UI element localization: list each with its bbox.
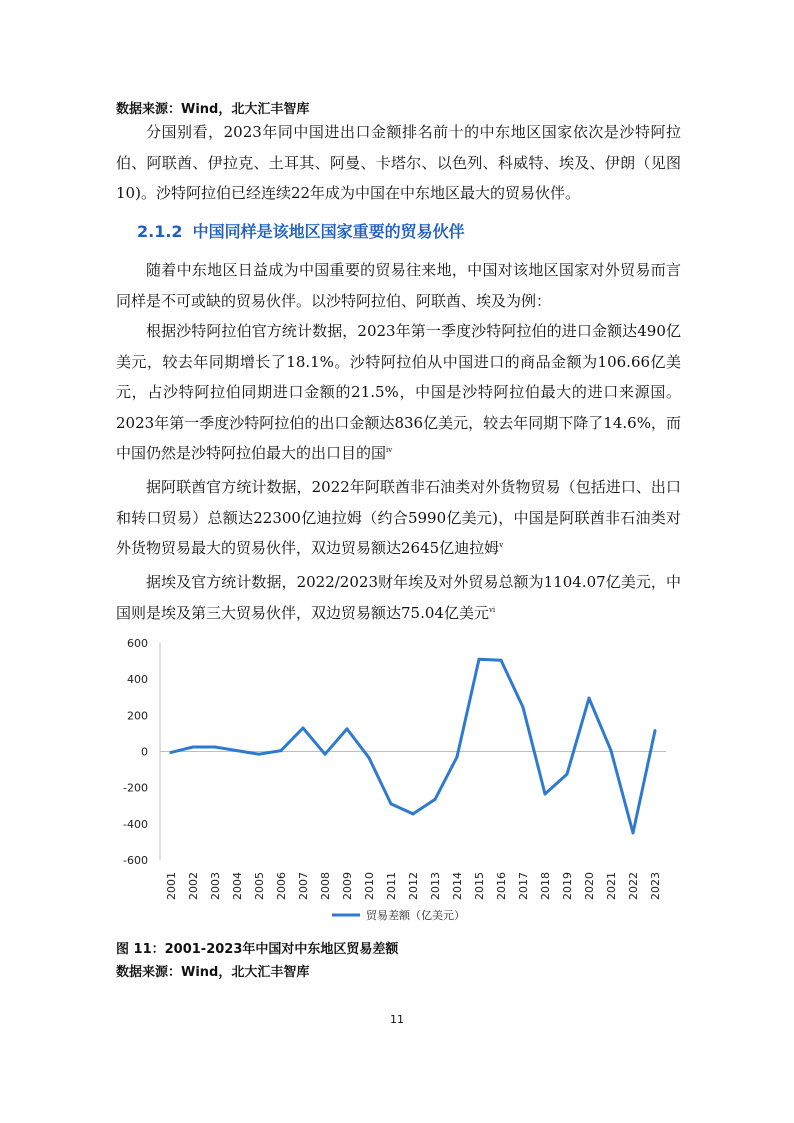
y-tick-label: -600 xyxy=(123,854,148,867)
x-tick-label: 2009 xyxy=(341,872,354,900)
data-point xyxy=(302,726,305,729)
x-tick-label: 2013 xyxy=(429,872,442,900)
data-point xyxy=(610,749,613,752)
x-tick-label: 2020 xyxy=(583,872,596,900)
trade-balance-chart xyxy=(116,632,676,927)
figure-caption: 图 11：2001-2023年中国对中东地区贸易差额 xyxy=(116,942,399,957)
section-number: 2.1.2 xyxy=(137,222,183,241)
data-point xyxy=(588,697,591,700)
data-point xyxy=(456,755,459,758)
data-point xyxy=(654,729,657,732)
series-line xyxy=(171,659,655,833)
data-point xyxy=(434,798,437,801)
section-title: 中国同样是该地区国家重要的贸易伙伴 xyxy=(192,222,465,241)
x-tick-label: 2016 xyxy=(495,872,508,900)
data-point xyxy=(632,831,635,834)
data-point xyxy=(368,756,371,759)
data-point xyxy=(192,745,195,748)
page-number: 11 xyxy=(390,1013,404,1026)
data-point xyxy=(346,727,349,730)
paragraph-uae-text: 据阿联酋官方统计数据，2022年阿联酋非石油类对外货物贸易（包括进口、出口和转口贸易）总额达22300亿迪拉姆（约合5990亿美元)，中国是阿联酋非石油类对外货物贸易最大的贸易伙伴，双边贸易额达2645亿迪拉姆 xyxy=(116,478,681,557)
x-tick-label: 2015 xyxy=(473,872,486,900)
x-tick-label: 2008 xyxy=(319,872,332,900)
x-tick-label: 2023 xyxy=(649,872,662,900)
footnote-marker: vi xyxy=(488,605,496,614)
y-tick-label: 600 xyxy=(127,637,148,650)
y-tick-label: -400 xyxy=(123,817,148,831)
paragraph-intro: 随着中东地区日益成为中国重要的贸易往来地，中国对该地区国家对外贸易而言同样是不可或缺的贸易伙伴。以沙特阿拉伯、阿联酋、埃及为例： xyxy=(116,261,681,310)
y-tick-label: -200 xyxy=(123,781,148,795)
paragraph-saudi-text: 根据沙特阿拉伯官方统计数据，2023年第一季度沙特阿拉伯的进口金额达490亿美元，较去年同期增长了18.1%。沙特阿拉伯从中国进口的商品金额为106.66亿美元，占沙特阿拉伯同期进口金额的21.5%，中国是沙特阿拉伯最大的进口来源国。2023年第一季度沙特阿拉伯的出口金额达836亿美元，较去年同期下降了14.6%，而中国仍然是沙特阿拉伯最大的出口目的国 xyxy=(116,322,681,462)
y-tick-label: 200 xyxy=(127,709,148,723)
footnote-marker: iv xyxy=(386,446,393,454)
data-point xyxy=(412,812,415,815)
x-tick-label: 2014 xyxy=(451,872,464,900)
data-point xyxy=(522,706,525,709)
data-point xyxy=(170,751,173,754)
paragraph-uae xyxy=(116,472,681,564)
data-point xyxy=(280,749,283,752)
x-tick-label: 2018 xyxy=(539,872,552,900)
x-tick-label: 2005 xyxy=(253,872,266,900)
data-point xyxy=(500,659,503,662)
footnote-marker: v xyxy=(499,541,504,549)
paragraph-egypt-text: 据埃及官方统计数据，2022/2023财年埃及对外贸易总额为1104.07亿美元，中国则是埃及第三大贸易伙伴，双边贸易额达75.04亿美元 xyxy=(116,573,681,622)
x-tick-label: 2011 xyxy=(385,872,398,900)
data-point xyxy=(566,773,569,776)
data-point xyxy=(258,753,261,756)
source-note-top: 数据来源：Wind，北大汇丰智库 xyxy=(116,102,310,117)
x-tick-label: 2001 xyxy=(165,872,178,900)
x-tick-label: 2010 xyxy=(363,872,376,900)
x-tick-label: 2004 xyxy=(231,872,244,900)
data-point xyxy=(544,792,547,795)
x-tick-label: 2019 xyxy=(561,872,574,900)
x-tick-label: 2007 xyxy=(297,872,310,900)
section-heading xyxy=(137,219,465,242)
data-point xyxy=(478,658,481,661)
x-tick-label: 2003 xyxy=(209,872,222,900)
x-tick-label: 2012 xyxy=(407,872,420,900)
data-point xyxy=(390,802,393,805)
source-note-bottom: 数据来源：Wind，北大汇丰智库 xyxy=(116,965,310,980)
x-tick-label: 2021 xyxy=(605,872,618,900)
x-tick-label: 2017 xyxy=(517,872,530,900)
y-tick-label: 400 xyxy=(127,673,148,687)
paragraph-saudi xyxy=(116,316,681,469)
data-point xyxy=(324,753,327,756)
legend-label: 贸易差额（亿美元） xyxy=(366,909,465,922)
x-tick-label: 2002 xyxy=(187,872,200,900)
data-point xyxy=(214,745,217,748)
x-tick-label: 2006 xyxy=(275,872,288,900)
x-tick-label: 2022 xyxy=(627,872,640,900)
paragraph-country-ranking: 分国别看，2023年同中国进出口金额排名前十的中东地区国家依次是沙特阿拉伯、阿联酋、伊拉克、土耳其、阿曼、卡塔尔、以色列、科威特、埃及、伊朗（见图10)。沙特阿拉伯已经连续22年成为中国在中东地区最大的贸易伙伴。 xyxy=(116,123,681,202)
y-tick-label: 0 xyxy=(141,745,148,759)
paragraph-egypt xyxy=(116,567,681,628)
data-point xyxy=(236,749,239,752)
